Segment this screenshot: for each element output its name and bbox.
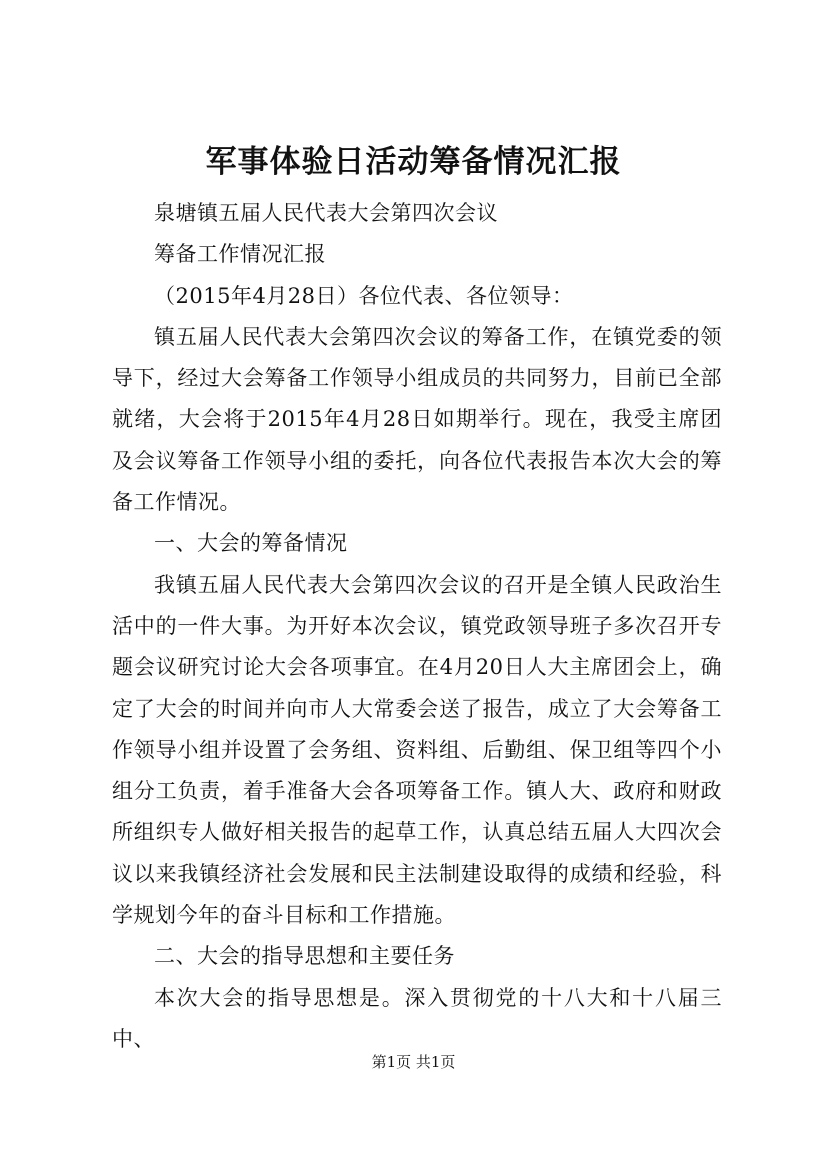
section-heading-guiding-thought: 二、大会的指导思想和主要任务: [154, 944, 455, 969]
paragraph-intro: 镇五届人民代表大会第四次会议的筹备工作，在镇党委的领导下，经过大会筹备工作领导小组成员的共同努力，目前已全部就绪，大会将于2015年4月28日如期举行。现在，我受主席团及会议筹备工作领导小组的委托，向各位代表报告本次大会的筹备工作情况。: [112, 324, 722, 515]
section-heading-preparation: 一、大会的筹备情况: [154, 531, 348, 556]
document-body: [112, 193, 722, 1060]
paragraph-date-salutation: （2015年4月28日）各位代表、各位领导：: [154, 283, 574, 308]
page-footer: 第1页 共1页: [371, 1053, 456, 1071]
paragraph-preparation: 我镇五届人民代表大会第四次会议的召开是全镇人民政治生活中的一件大事。为开好本次会议，镇党政领导班子多次召开专题会议研究讨论大会各项事宜。在4月20日人大主席团会上，确定了大会的时间并向市人大常委会送了报告，成立了大会筹备工作领导小组并设置了会务组、资料组、后勤组、保卫组等四个小组分工负责，着手准备大会各项筹备工作。镇人大、政府和财政所组织专人做好相关报告的起草工作，认真总结五届人大四次会议以来我镇经济社会发展和民主法制建设取得的成绩和经验，科学规划今年的奋斗目标和工作措施。: [112, 572, 722, 928]
paragraph-guiding-thought: 本次大会的指导思想是。深入贯彻党的十八大和十八届三中、: [112, 985, 722, 1051]
paragraph-report-name: 筹备工作情况汇报: [154, 242, 326, 267]
document-title: 军事体验日活动筹备情况汇报: [205, 144, 622, 180]
paragraph-meeting-name: 泉塘镇五届人民代表大会第四次会议: [154, 201, 498, 225]
